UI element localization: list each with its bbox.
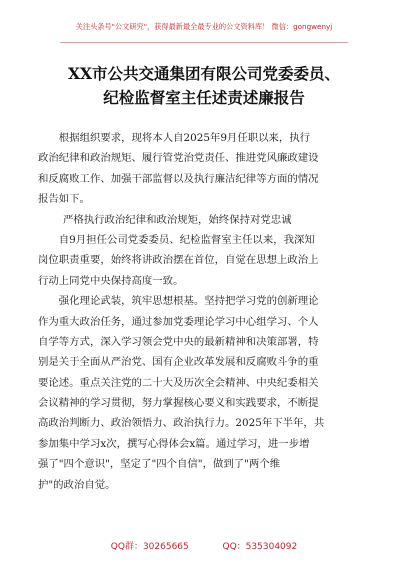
body-line: 自9月担任公司党委委员、纪检监督室主任以来，我深知 bbox=[58, 233, 315, 246]
report-body bbox=[38, 128, 370, 495]
footer-qq-group: QQ群：30265665 bbox=[110, 542, 189, 552]
body-line: 要论述。重点关注党的二十大及历次全会精神、中央纪委相关 bbox=[38, 376, 319, 389]
body-line: 强了"四个意识"，坚定了"四个自信"，做到了"两个维 bbox=[38, 458, 281, 471]
body-line: 报告如下。 bbox=[38, 193, 90, 206]
title-line-2: 纪检监督室主任述责述廉报告 bbox=[103, 88, 305, 107]
body-line: 别是关于全面从严治党、国有企业改革发展和反腐败斗争的重 bbox=[38, 356, 319, 369]
body-line: 参加集中学习x次，撰写心得体会x篇。通过学习，进一步增 bbox=[38, 437, 310, 450]
body-line: 根据组织要求，现将本人自2025年9月任职以来，执行 bbox=[58, 132, 311, 144]
body-line: 行动上同党中央保持高度一致。 bbox=[38, 274, 184, 287]
body-line: 岗位职责重要，始终将讲政治摆在首位，自觉在思想上政治上 bbox=[38, 254, 319, 267]
body-line: 高政治判断力、政治领悟力、政治执行力。2025年下半年，共 bbox=[38, 417, 325, 430]
footer-qq: QQ：535304092 bbox=[222, 542, 298, 552]
body-line: 和反腐败工作、加强干部监督以及执行廉洁纪律等方面的情况 bbox=[38, 172, 319, 185]
body-line: 作为重大政治任务，通过参加党委理论学习中心组学习、个人 bbox=[38, 315, 319, 328]
header-notice: 关注头条号"公文研究"，获得最新最全最专业的公文资料库！ 微信：gongwenyj bbox=[75, 22, 333, 31]
body-line: 强化理论武装，筑牢思想根基。坚持把学习党的创新理论 bbox=[58, 295, 319, 308]
header-divider bbox=[60, 42, 348, 43]
section-heading: 严格执行政治纪律和政治规矩，始终保持对党忠诚 bbox=[62, 213, 292, 226]
footer-contact bbox=[0, 539, 408, 552]
body-line: 会议精神的学习贯彻，努力掌握核心要义和实践要求，不断提 bbox=[38, 397, 319, 410]
body-line: 护"的政治自觉。 bbox=[38, 478, 116, 491]
body-line: 自学等方式，深入学习领会党中央的最新精神和决策部署，特 bbox=[38, 335, 319, 348]
body-line: 政治纪律和政治规矩、履行管党治党责任、推进党风廉政建设 bbox=[38, 152, 319, 165]
page-title bbox=[20, 62, 388, 110]
title-line-1: XX市公共交通集团有限公司党委委员、 bbox=[67, 64, 341, 83]
